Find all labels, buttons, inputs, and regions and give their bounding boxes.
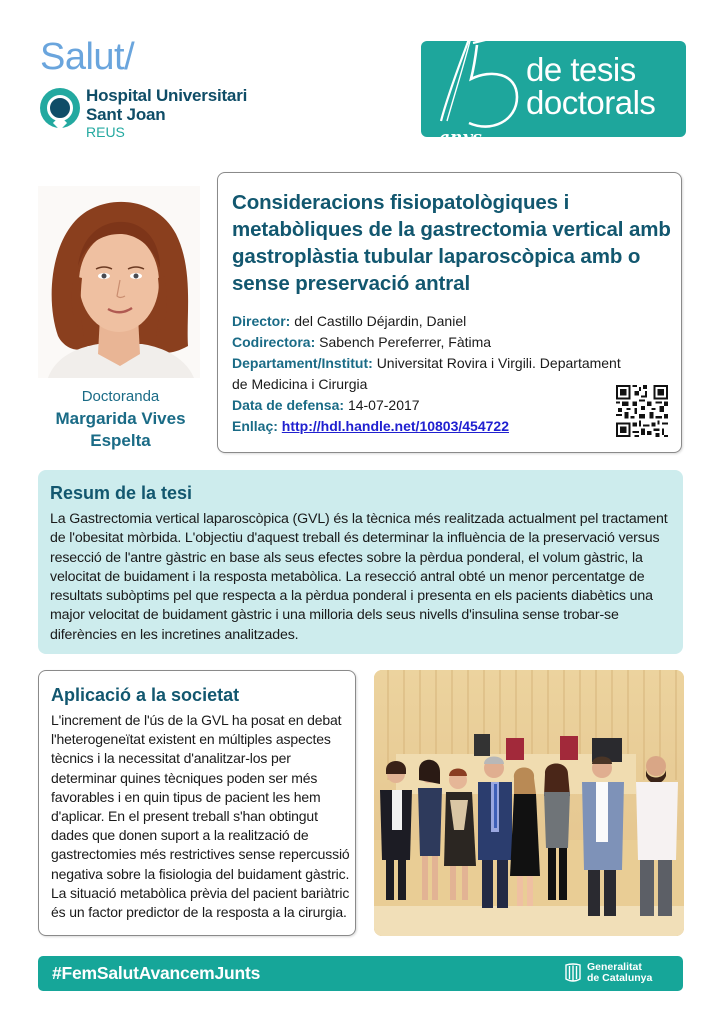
thesis-handle-link[interactable]: http://hdl.handle.net/10803/454722: [281, 418, 509, 434]
department-value: Universitat Rovira i Virgili. Departament de Medicina i Cirurgia: [232, 355, 621, 392]
defense-date-label: Data de defensa:: [232, 397, 345, 413]
summary-title: Resum de la tesi: [50, 483, 193, 503]
director-row: [232, 311, 632, 332]
hospital-name-line1: Hospital Universitari: [86, 86, 248, 105]
candidate-block: [38, 388, 203, 452]
badge-line1: de tesis: [526, 51, 636, 88]
society-application-section: [38, 670, 356, 936]
link-label: Enllaç:: [232, 418, 278, 434]
hospital-logo-block: [40, 86, 247, 140]
department-label: Departament/Institut:: [232, 355, 373, 371]
anniversary-badge: [421, 41, 686, 148]
thesis-metadata: [232, 311, 632, 437]
generalitat-line1: Generalitat: [587, 961, 642, 973]
application-title: Aplicació a la societat: [51, 685, 240, 705]
hospital-name-line2: Sant Joan: [86, 105, 166, 124]
salut-brand: Salut/: [40, 36, 135, 78]
thesis-info-card: [217, 172, 682, 453]
footer-bar: [38, 956, 683, 991]
summary-text: La Gastrectomia vertical laparoscòpica (GVL) és la tècnica més realitzada actualment pel tractament de l'obesitat mòrbida. L'objectiu d'aquest treball és determinar la influència de la preservació versus resecció de l'antre gàstric en base als seus efectes sobre la pèrdua ponderal, el volum gàstric, la velocitat de buidament i la resposta metabòlica. La resecció antral obté un menor percentatge de resultats subòptims pel que respecta a la pèrdua ponderal i presenta en els pacients diabètics una major velocitat de buidament gàstric i una milloria dels seus nivells d'insulina sense trobar-se diferències en les incretines analitzades.: [50, 511, 668, 643]
director-label: Director:: [232, 313, 291, 329]
link-row: [232, 416, 632, 437]
director-value: del Castillo Déjardin, Daniel: [294, 313, 467, 329]
candidate-name: Margarida Vives Espelta: [55, 409, 186, 450]
codirector-row: [232, 332, 632, 353]
generalitat-emblem-icon: [564, 963, 582, 983]
codirector-label: Codirectora:: [232, 334, 316, 350]
campaign-hashtag: #FemSalutAvancemJunts: [52, 963, 261, 983]
hospital-city: REUS: [86, 124, 125, 140]
codirector-value: Sabench Pereferrer, Fàtima: [319, 334, 492, 350]
thesis-summary-section: [38, 470, 683, 654]
defense-date-value: 14-07-2017: [347, 397, 420, 413]
qr-code-icon[interactable]: [616, 385, 668, 437]
svg-text:anys: anys: [439, 128, 482, 148]
fifteen-anys-icon: [421, 21, 531, 161]
generalitat-line2: de Catalunya: [587, 972, 653, 984]
candidate-portrait: [38, 186, 200, 378]
defense-group-photo: [374, 670, 684, 936]
thesis-title: Consideracions fisiopatològiques i metabòliques de la gastrectomia vertical amb gastroplàstia tubular laparoscòpica amb o sense preservació antral: [232, 191, 671, 295]
candidate-role: Doctoranda: [81, 388, 160, 405]
badge-line2: doctorals: [526, 84, 656, 121]
hospital-logo-icon: [40, 88, 80, 128]
defense-date-row: [232, 395, 632, 416]
application-text: L'increment de l'ús de la GVL ha posat en debat l'heterogeneïtat existent en múltiples aspectes tècnics i la necessitat d'analitzar-los per determinar quines tècniques poden ser més favorables i en quin tipus de pacient les hem d'aplicar. En el present treball s'han obtingut dades que donen suport a la realització de gastrectomies més restrictives sense repercussió negativa sobre la fisiologia del buidament gàstric. La situació metabòlica prèvia del pacient bariàtric és un factor predictor de la resposta a la cirurgia.: [51, 712, 350, 921]
department-row: [232, 353, 632, 395]
generalitat-logo: [564, 962, 652, 984]
